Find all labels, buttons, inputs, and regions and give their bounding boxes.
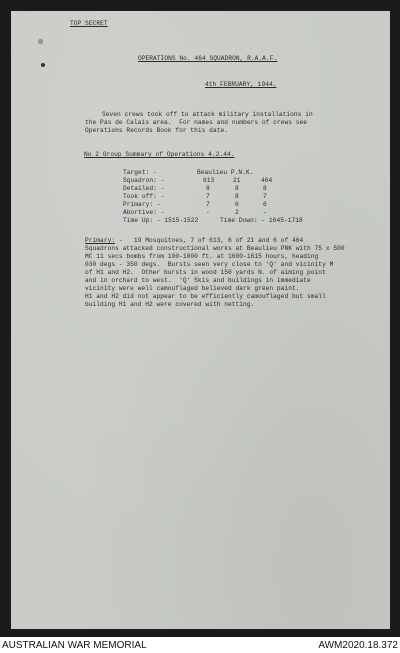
primary-line: of H1 and H2. Other bursts in wood 150 yards N. of aiming point [85,269,326,276]
primary-line [85,237,303,244]
archive-footer [0,637,400,653]
document-heading: OPERATIONS No. 464 SQUADRON, R.A.A.F. [138,55,278,62]
document-date: 4th FEBRUARY, 1944. [205,81,277,88]
primary-label: Primary: [85,237,116,244]
row-value: 21 [233,177,241,184]
time-down: Time Down: - 1645-1718 [220,217,303,224]
intro-line: the Pas de Calais area. For names and numbers of crews see [85,119,308,126]
document-page [11,11,390,629]
row-label: Abortive: - [123,209,165,216]
primary-line: and in orchard to west. 'Q' Skis and buildings in immediate [85,277,311,284]
intro-line: Operations Records Book for this date. [85,127,228,134]
target-value: Beaulieu P.N.K. [197,169,254,176]
institution-label: AUSTRALIAN WAR MEMORIAL [2,640,147,651]
punch-hole-bottom [41,63,45,67]
row-value: 8 [263,185,267,192]
intro-line: Seven crews took off to attack military installations in [102,111,313,118]
target-label: Target: - [123,169,157,176]
primary-line: MC 11 secs bombs from 100-1000 ft. at 1600-1615 hours, heading [85,253,319,260]
row-value: 8 [235,193,239,200]
row-value: - [263,209,267,216]
row-value: 6 [235,201,239,208]
row-value: 8 [206,185,210,192]
primary-line: H1 and H2 did not appear to be efficiently camouflaged but small [85,293,326,300]
row-value: 7 [206,201,210,208]
punch-hole-top [38,39,43,44]
primary-line: vicinity were well camouflaged believed dark green paint. [85,285,300,292]
row-value: 6 [263,201,267,208]
primary-line: building H1 and H2 were covered with netting. [85,301,255,308]
row-label: Squadron: - [123,177,165,184]
row-value: 464 [261,177,273,184]
row-value: 613 [203,177,215,184]
primary-line: 030 degs - 350 degs. Bursts seen very close to 'Q' and vicinity M [85,261,334,268]
record-id: AWM2020.18.372 [318,640,398,651]
row-label: Detailed: - [123,185,165,192]
row-value: 7 [263,193,267,200]
row-value: 8 [235,185,239,192]
summary-title: No 2 Group Summary of Operations 4.2.44. [84,151,235,158]
classification-label: TOP SECRET [70,20,108,27]
row-value: 7 [206,193,210,200]
primary-line-text: - 19 Mosquitoes, 7 of 613, 6 of 21 and 6 of 464 [115,237,304,244]
row-value: 2 [235,209,239,216]
time-up: Time Up: - 1515-1522 [123,217,199,224]
row-label: Primary: - [123,201,161,208]
row-label: Took off: - [123,193,165,200]
primary-line: Squadrons attacked constructional works at Beaulieu PNK with 75 x 500 [85,245,345,252]
row-value: - [206,209,210,216]
